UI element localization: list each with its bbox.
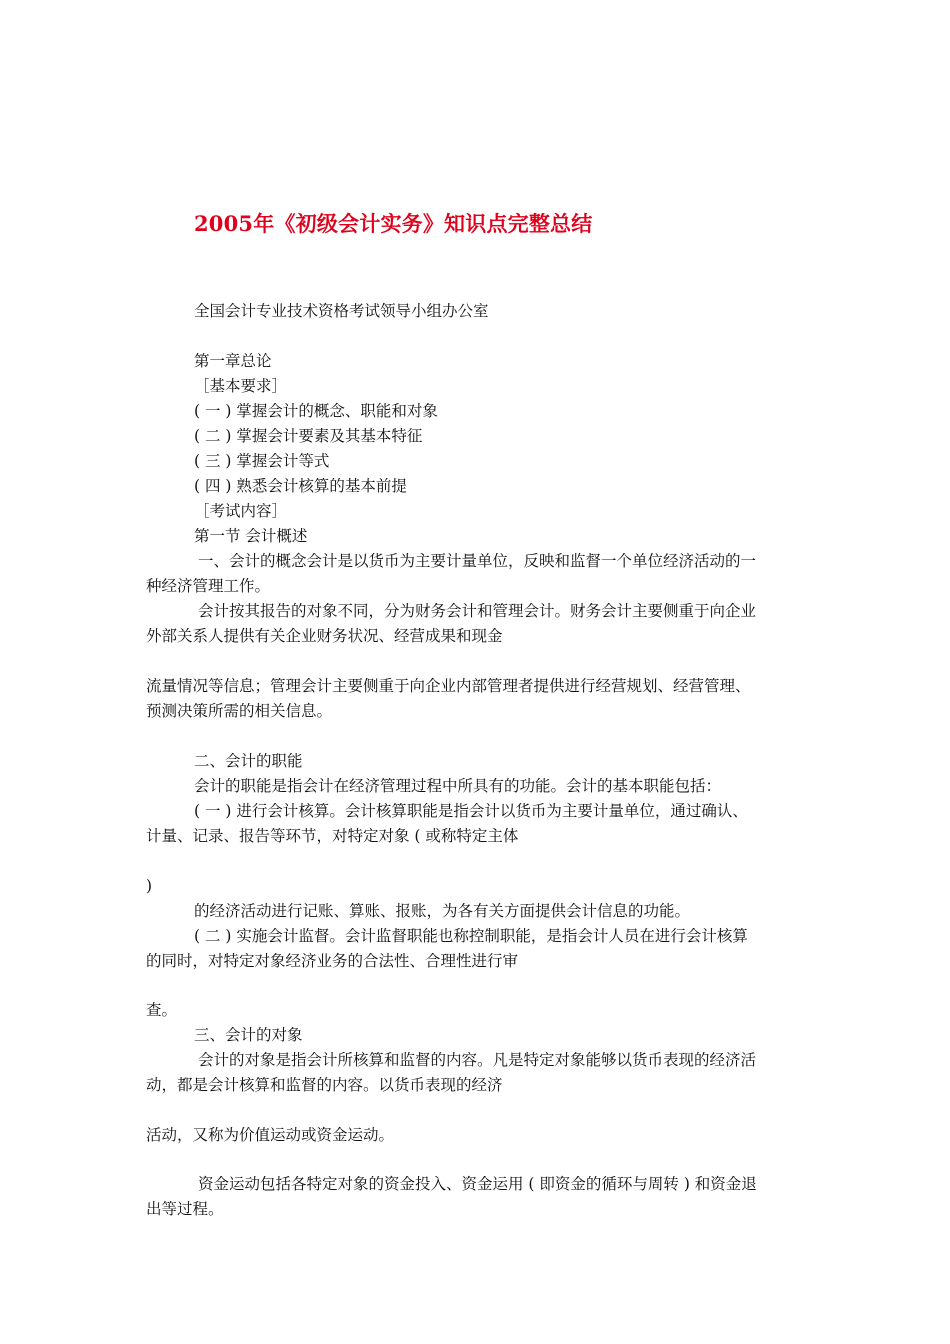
author-line: 全国会计专业技术资格考试领导小组办公室 (194, 302, 489, 320)
requirement-item: ( 四 ) 熟悉会计核算的基本前提 (194, 477, 407, 495)
paragraph-line: 动，都是会计核算和监督的内容。以货币表现的经济 (146, 1076, 503, 1094)
chapter-heading: 第一章总论 (194, 352, 272, 370)
paragraph-line: 活动，又称为价值运动或资金运动。 (146, 1126, 395, 1144)
paragraph-line: ) (146, 877, 153, 895)
requirement-item: ( 二 ) 掌握会计要素及其基本特征 (194, 427, 423, 445)
section-subheading: 二、会计的职能 (194, 752, 303, 770)
section-subheading: 三、会计的对象 (194, 1026, 303, 1044)
paragraph-line: 种经济管理工作。 (146, 577, 271, 595)
paragraph-line: 查。 (146, 1001, 178, 1019)
paragraph-line: ( 二 ) 实施会计监督。会计监督职能也称控制职能，是指会计人员在进行会计核算 (194, 927, 748, 945)
paragraph-line: 会计的对象是指会计所核算和监督的内容。凡是特定对象能够以货币表现的经济活 (198, 1051, 757, 1069)
paragraph-line: 计量、记录、报告等环节，对特定对象 ( 或称特定主体 (146, 827, 519, 845)
requirement-item: ( 一 ) 掌握会计的概念、职能和对象 (194, 402, 438, 420)
paragraph-line: 资金运动包括各特定对象的资金投入、资金运用 ( 即资金的循环与周转 ) 和资金退 (198, 1175, 757, 1193)
section-heading: 第一节 会计概述 (194, 527, 308, 545)
paragraph-line: 出等过程。 (146, 1200, 224, 1218)
exam-content-label: ［考试内容］ (194, 502, 288, 520)
paragraph-line: ( 一 ) 进行会计核算。会计核算职能是指会计以货币为主要计量单位，通过确认、 (194, 802, 748, 820)
paragraph-line: 会计按其报告的对象不同，分为财务会计和管理会计。财务会计主要侧重于向企业 (198, 602, 757, 620)
document-title: 2005年《初级会计实务》知识点完整总结 (194, 211, 593, 236)
paragraph-line: 会计的职能是指会计在经济管理过程中所具有的功能。会计的基本职能包括： (194, 777, 722, 795)
requirement-item: ( 三 ) 掌握会计等式 (194, 452, 330, 470)
basic-requirements-label: ［基本要求］ (194, 377, 288, 395)
paragraph-line: 的经济活动进行记账、算账、报账，为各有关方面提供会计信息的功能。 (194, 902, 691, 920)
paragraph-line: 预测决策所需的相关信息。 (146, 702, 333, 720)
paragraph-line: 外部关系人提供有关企业财务状况、经营成果和现金 (146, 627, 503, 645)
paragraph-line: 一、会计的概念会计是以货币为主要计量单位，反映和监督一个单位经济活动的一 (198, 552, 757, 570)
paragraph-line: 的同时，对特定对象经济业务的合法性、合理性进行审 (146, 952, 519, 970)
paragraph-line: 流量情况等信息；管理会计主要侧重于向企业内部管理者提供进行经营规划、经营管理、 (146, 677, 751, 695)
